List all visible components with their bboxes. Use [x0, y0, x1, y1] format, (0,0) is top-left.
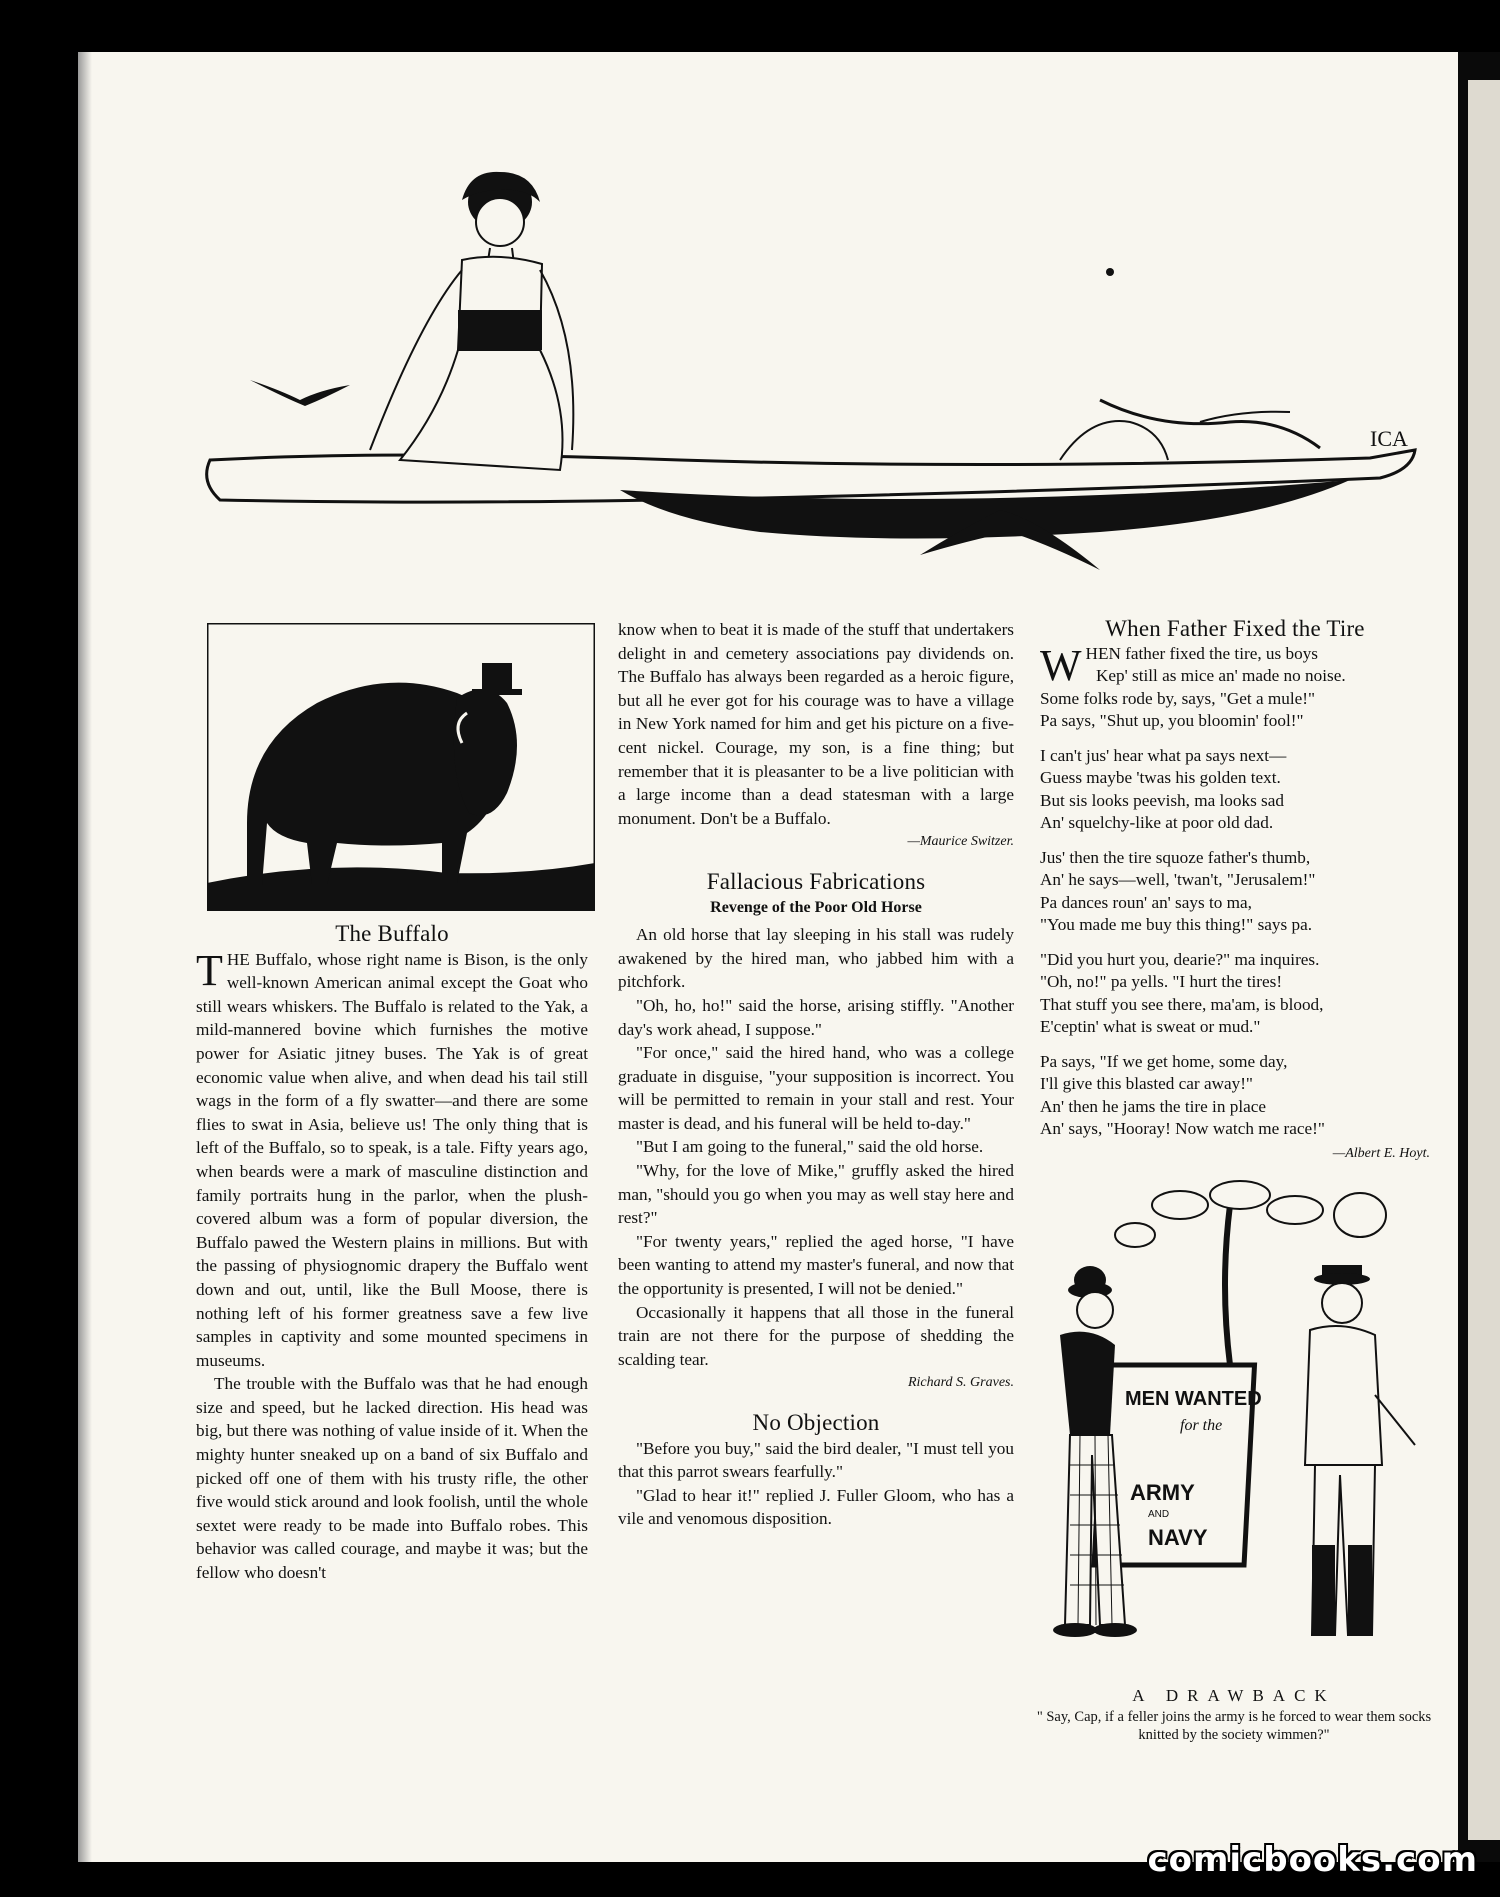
sign-army: ARMY: [1130, 1480, 1195, 1505]
fallacious-paragraph: "Oh, ho, ho!" said the horse, arising stiffly. "Another day's work ahead, I suppose.": [618, 995, 1014, 1039]
objection-paragraph: "Before you buy," said the bird dealer, "I must tell you that this parrot swears fearfully.": [618, 1438, 1014, 1482]
cartoon-title: A DRAWBACK: [1132, 1686, 1336, 1705]
buffalo-drop-cap: T: [196, 945, 223, 995]
fallacious-paragraph: "But I am going to the funeral," said the old horse.: [636, 1137, 984, 1157]
cartoon-caption: " Say, Cap, if a feller joins the army is he forced to wear them socks knitted by the society wimmen?": [1036, 1708, 1432, 1743]
fallacious-paragraph: "For twenty years," replied the aged horse, "I have been wanting to attend my master's funeral, and now that the opportunity is presented, I will not be denied.": [618, 1231, 1014, 1299]
fallacious-subtitle: Revenge of the Poor Old Horse: [710, 898, 922, 916]
objection-paragraph: "Glad to hear it!" replied J. Fuller Gloom, who has a vile and venomous disposition.: [618, 1485, 1014, 1529]
watermark: comicbooks.com: [1147, 1840, 1478, 1880]
next-page-edge: [1468, 80, 1500, 1840]
sign-men-wanted: MEN WANTED: [1125, 1388, 1262, 1410]
buffalo-paragraph-2: The trouble with the Buffalo was that he had enough size and speed, but he lacked direction. His head was big, but there was nothing of value inside of it. When the mighty hunter sneaked up on a band of six Buffalo and picked off one of them with his trusty rifle, the other five would stick around and look foolish, until the whole sextet were ready to be made into Buffalo robes. This behavior was called courage, and maybe it was; but the fellow who doesn't: [196, 1374, 588, 1583]
poem-stanza: I can't jus' hear what pa says next— Guess maybe 'twas his golden text. But sis looks peevish, ma looks sad An' squelchy-like at poor old dad.: [1040, 745, 1287, 832]
poem-stanza: Pa says, "If we get home, some day, I'll give this blasted car away!" An' then he jams the tire in place An' says, "Hooray! Now watch me race!": [1040, 1051, 1325, 1138]
fallacious-paragraph: Occasionally it happens that all those in the funeral train are not there for the purpose of shedding the scalding tear.: [618, 1302, 1014, 1369]
fallacious-paragraph: "For once," said the hired hand, who was a college graduate in disguise, "your supposition is incorrect. You will be permitted to remain in your stall and rest. Your master is dead, and his funeral will be held to-day.": [618, 1043, 1014, 1133]
page-gutter: [78, 52, 92, 1862]
fallacious-paragraph: An old horse that lay sleeping in his stall was rudely awakened by the hired man, who jabbed him with a pitchfork.: [618, 925, 1014, 992]
buffalo-illustration: [207, 623, 595, 911]
cartoon-caption-block: [1034, 1678, 1434, 1744]
buffalo-author: —Maurice Switzer.: [907, 834, 1014, 850]
fallacious-title: Fallacious Fabrications: [706, 868, 926, 894]
poem-stanza: "Did you hurt you, dearie?" ma inquires. "Oh, no!" pa yells. "I hurt the tires! That stuff you see there, ma'am, is blood, E'ceptin' what is sweat or mud.": [1040, 949, 1324, 1036]
buffalo-continuation: know when to beat it is made of the stuff that undertakers delight in and cemetery associations pay dividends on. The Buffalo has always been regarded as a heroic figure, but all he ever got for his courage was to have a village in New York named for him and get his picture on a five-cent nickel. Courage, my son, is a fine thing; but remember that it is pleasanter to be a live politician with a large income than a dead statesman with a large monument. Don't be a Buffalo.: [618, 620, 1014, 828]
fallacious-paragraph: "Why, for the love of Mike," gruffly asked the hired man, "should you go when you may as well stay here and rest?": [618, 1161, 1014, 1228]
column-right: [1040, 618, 1430, 1165]
column-left: [196, 922, 588, 1585]
buffalo-title: The Buffalo: [335, 921, 449, 946]
sign-navy: NAVY: [1148, 1525, 1208, 1550]
sign-and: AND: [1148, 1509, 1170, 1520]
poem-author: —Albert E. Hoyt.: [1332, 1145, 1430, 1161]
column-middle: [618, 618, 1014, 1531]
objection-title: No Objection: [752, 1410, 880, 1435]
poem-stanza: Jus' then the tire squoze father's thumb, An' he says—well, 'twan't, "Jerusalem!" Pa dances roun' an' says to ma, "You made me buy this thing!" says pa.: [1040, 847, 1316, 934]
buffalo-paragraph-1: THE Buffalo, whose right name is Bison, is the only well-known American animal except the Goat who still wears whiskers. The Buffalo is related to the Yak, a mild-mannered bovine which furnishes the motive power for Asiatic jitney buses. The Yak is of great economic value when alive, and when dead his tail still wags in the form of a fly swatter—and there are some flies to swat in Asia, believe us! The only thing that is left of the Buffalo, so to speak, is a tale. Fifty years ago, when beards were a mark of masculine distinction and family portraits hung in the parlor, when the plush-covered album was a form of popular diversion, the Buffalo pawed the Western plains in millions. But with the passing of physiognomic drapery the Buffalo went down and out, until, like the Bull Moose, there is nothing left of his former greatness save a few live samples in captivity and some mounted specimens in museums.: [196, 945, 588, 1370]
poem-stanza: W HEN father fixed the tire, us boys Kep' still as mice an' made no noise. Some folks rode by, says, "Get a mule!" Pa says, "Shut up, you bloomin' fool!": [1040, 640, 1346, 730]
header-illustration: [200, 160, 1440, 580]
sign-for-the: for the: [1180, 1417, 1223, 1434]
fallacious-author: Richard S. Graves.: [907, 1375, 1014, 1391]
drawback-cartoon: [1030, 1165, 1430, 1665]
artist-monogram: ICA: [1370, 426, 1408, 451]
poem-title: When Father Fixed the Tire: [1105, 616, 1365, 641]
poem-drop-cap: W: [1040, 640, 1082, 690]
